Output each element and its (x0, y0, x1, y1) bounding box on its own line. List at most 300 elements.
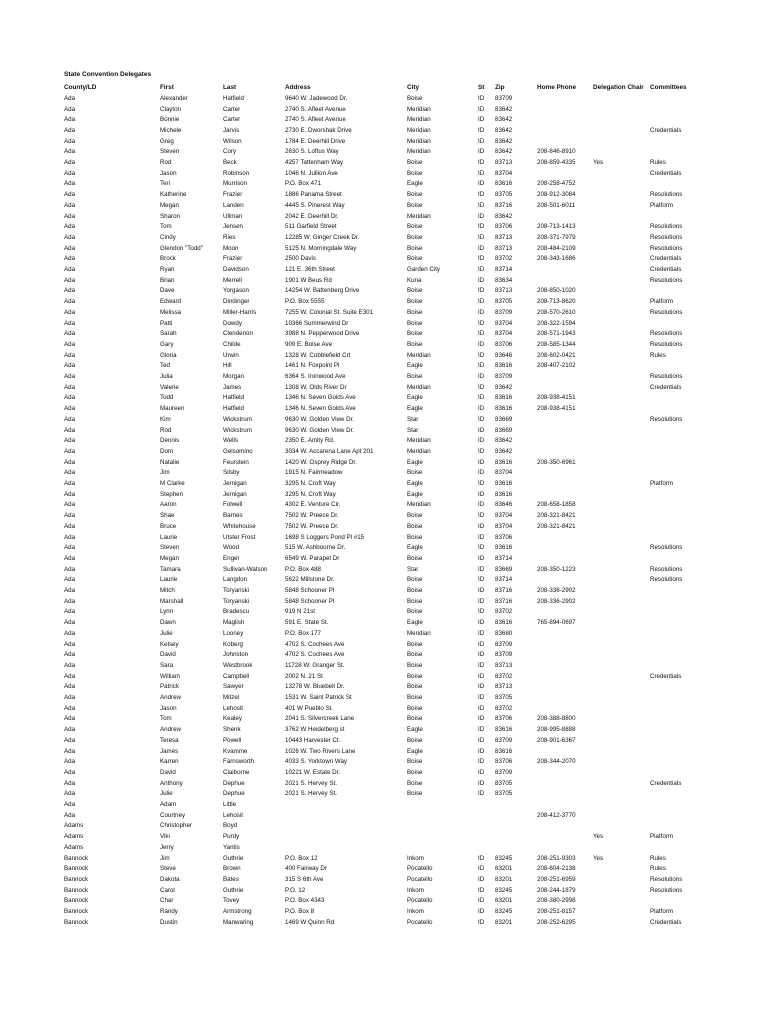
cell-last: Yantis (223, 843, 240, 851)
cell-first: Aaron (160, 501, 177, 509)
cell-state: ID (478, 565, 485, 573)
table-row (64, 831, 724, 842)
cell-zip: 83706 (495, 758, 513, 766)
cell-state: ID (478, 244, 485, 252)
cell-committees: Credentials (650, 126, 682, 134)
cell-county: Ada (64, 94, 76, 102)
cell-committees: Credentials (650, 383, 682, 391)
cell-first: Cindy (160, 233, 176, 241)
cell-zip: 83642 (495, 383, 513, 391)
cell-city: Boise (407, 340, 423, 348)
cell-state: ID (478, 415, 485, 423)
column-header-address: Address (285, 83, 311, 91)
cell-last: Robinson (223, 169, 250, 177)
cell-committees: Resolutions (650, 223, 683, 231)
cell-address: 2740 S. Afleet Avenue (285, 105, 346, 113)
cell-state: ID (478, 276, 485, 284)
table-row (64, 457, 724, 468)
cell-city: Boise (407, 255, 423, 263)
cell-last: Frazier (223, 191, 243, 199)
cell-state: ID (478, 554, 485, 562)
cell-committees: Resolutions (650, 276, 683, 284)
cell-first: James (160, 747, 179, 755)
cell-city: Kuna (407, 276, 422, 284)
cell-state: ID (478, 651, 485, 659)
cell-home-phone: 208-252-6295 (537, 918, 576, 926)
cell-address: 2021 S. Hervey St. (285, 790, 337, 798)
cell-address: 2740 S. Afleet Avenue (285, 116, 346, 124)
table-row (64, 532, 724, 543)
table-row (64, 820, 724, 831)
cell-zip: 83709 (495, 736, 513, 744)
cell-first: Brian (160, 276, 175, 284)
table-row (64, 200, 724, 211)
cell-state: ID (478, 886, 485, 894)
cell-county: Ada (64, 233, 76, 241)
table-row (64, 478, 724, 489)
cell-zip: 83642 (495, 148, 513, 156)
cell-last: Bradescu (223, 608, 250, 616)
table-row (64, 510, 724, 521)
cell-first: Carol (160, 886, 175, 894)
cell-state: ID (478, 319, 485, 327)
cell-county: Ada (64, 126, 76, 134)
cell-home-phone: 208-585-1344 (537, 340, 576, 348)
cell-home-phone: 208-570-2610 (537, 308, 576, 316)
cell-first: Sara (160, 661, 174, 669)
cell-zip: 83716 (495, 597, 513, 605)
cell-zip: 83704 (495, 330, 513, 338)
cell-first: Rod (160, 159, 172, 166)
cell-city: Star (407, 415, 419, 423)
cell-address: 1461 N. Foxpoint Pl (285, 362, 340, 370)
cell-county: Ada (64, 490, 76, 498)
cell-state: ID (478, 480, 485, 487)
cell-city: Boise (407, 576, 423, 584)
cell-city: Boise (407, 201, 423, 209)
column-header-state: St (478, 83, 485, 91)
cell-home-phone: 208-912-3084 (537, 191, 576, 199)
cell-zip: 83704 (495, 522, 513, 530)
cell-zip: 83642 (495, 447, 513, 455)
cell-city: Boise (407, 608, 423, 616)
cell-address: 4257 Tattenham Way (285, 159, 344, 166)
cell-first: Andrew (160, 694, 181, 701)
cell-address: 7255 W. Colonial St. Suite E301 (285, 308, 374, 316)
cell-state: ID (478, 597, 485, 605)
table-row (64, 318, 724, 329)
cell-last: Jensen (223, 223, 243, 231)
cell-city: Eagle (407, 619, 423, 627)
cell-committees: Credentials (650, 169, 682, 177)
cell-county: Ada (64, 116, 76, 124)
cell-address: 2730 E. Dworshak Drive (285, 126, 352, 134)
cell-address: 2042 E. Deerhill Dr. (285, 212, 339, 220)
cell-zip: 83616 (495, 394, 513, 402)
cell-first: Sharon (160, 212, 180, 220)
cell-county: Ada (64, 201, 76, 209)
cell-zip: 83706 (495, 533, 513, 541)
cell-city: Eagle (407, 747, 423, 755)
cell-city: Pocatello (407, 865, 433, 873)
cell-last: Ullman (223, 212, 243, 220)
cell-zip: 83704 (495, 169, 513, 177)
cell-address: 5848 Schooner Pl (285, 597, 335, 605)
cell-last: Brown (223, 865, 241, 873)
cell-county: Ada (64, 373, 76, 380)
cell-county: Bannock (64, 886, 89, 894)
cell-city: Boise (407, 554, 423, 562)
cell-address: 1901 W Beus Rd (285, 276, 332, 284)
cell-county: Ada (64, 148, 76, 156)
cell-last: Moon (223, 244, 239, 252)
cell-zip: 83634 (495, 276, 513, 284)
cell-home-phone: 208-602-0421 (537, 351, 576, 359)
cell-county: Ada (64, 276, 76, 284)
cell-city: Meridian (407, 383, 431, 391)
cell-committees: Resolutions (650, 415, 683, 423)
cell-address: 2630 S. Loftus Way (285, 148, 339, 156)
cell-address: 3762 W Heidelberg st (285, 726, 345, 734)
cell-city: Meridian (407, 629, 431, 637)
cell-zip: 83616 (495, 747, 513, 755)
cell-city: Eagle (407, 405, 423, 413)
cell-county: Ada (64, 608, 76, 616)
table-row (64, 671, 724, 682)
cell-zip: 83704 (495, 512, 513, 520)
cell-home-phone: 208-371-7979 (537, 233, 576, 241)
cell-address: P.O. Box 8 (285, 908, 315, 915)
cell-city: Inkom (407, 854, 424, 862)
table-row (64, 446, 724, 457)
cell-first: Dave (160, 287, 175, 295)
cell-county: Ada (64, 480, 76, 487)
cell-address: 511 Garfield Street (285, 223, 337, 231)
cell-first: Teresa (160, 736, 179, 744)
cell-first: Viki (160, 833, 170, 841)
cell-city: Boise (407, 683, 423, 691)
table-row (64, 157, 724, 168)
cell-city: Boise (407, 330, 423, 338)
cell-first: Anthony (160, 779, 183, 787)
table-row (64, 703, 724, 714)
cell-city: Boise (407, 694, 423, 701)
column-header-first: First (160, 83, 174, 91)
cell-city: Eagle (407, 362, 423, 370)
cell-state: ID (478, 351, 485, 359)
cell-committees: Credentials (650, 779, 682, 787)
cell-home-phone: 208-501-6011 (537, 201, 576, 209)
cell-zip: 83669 (495, 426, 513, 434)
cell-county: Ada (64, 683, 76, 691)
cell-first: Brock (160, 255, 176, 263)
table-row (64, 564, 724, 575)
cell-first: Julia (160, 373, 173, 380)
cell-zip: 83713 (495, 661, 513, 669)
cell-county: Ada (64, 512, 76, 520)
cell-home-phone: 208-850-1020 (537, 287, 576, 295)
table-row (64, 104, 724, 115)
cell-last: Hatfield (223, 394, 244, 402)
cell-zip: 83201 (495, 918, 513, 926)
cell-first: Jim (160, 854, 170, 862)
cell-county: Ada (64, 576, 76, 584)
cell-committees: Credentials (650, 918, 682, 926)
cell-first: Randy (160, 908, 178, 915)
cell-city: Eagle (407, 480, 423, 487)
cell-zip: 83201 (495, 897, 513, 905)
cell-state: ID (478, 768, 485, 776)
cell-address: 1046 N. Jullion Ave (285, 169, 338, 177)
cell-last: Beck (223, 159, 237, 166)
table-row (64, 253, 724, 264)
cell-city: Boise (407, 319, 423, 327)
cell-address: P.O. Box 471 (285, 180, 322, 188)
cell-last: Clendenon (223, 330, 253, 338)
cell-state: ID (478, 865, 485, 873)
cell-first: Ted (160, 362, 170, 370)
cell-first: Adam (160, 801, 177, 808)
cell-address: 4445 S. Pinerest Way (285, 201, 345, 209)
cell-home-phone: 208-258-4752 (537, 180, 576, 188)
cell-last: Hatfield (223, 405, 244, 413)
cell-county: Ada (64, 587, 76, 594)
cell-county: Ada (64, 501, 76, 509)
table-row (64, 885, 724, 896)
table-row (64, 189, 724, 200)
cell-address: 1531 W. Saint Patrick St (285, 694, 352, 701)
cell-address: 5125 N. Morningdale Way (285, 244, 357, 252)
cell-address: 14254 W. Battenberg Drive (285, 287, 360, 295)
cell-city: Meridian (407, 148, 431, 156)
table-row (64, 360, 724, 371)
cell-state: ID (478, 308, 485, 316)
cell-address: 11728 W. Granger St. (285, 661, 345, 669)
cell-county: Ada (64, 266, 76, 273)
cell-zip: 83713 (495, 683, 513, 691)
cell-city: Meridian (407, 447, 431, 455)
cell-zip: 83245 (495, 886, 513, 894)
cell-first: Stephen (160, 490, 184, 498)
cell-address: 1784 E. Deerhill Drive (285, 137, 346, 145)
cell-address: 4702 S. Cochees Ave (285, 651, 345, 659)
cell-address: 4033 S. Yorktown Way (285, 758, 348, 766)
cell-committees: Resolutions (650, 576, 683, 584)
cell-address: 9630 W. Golden View Dr. (285, 426, 355, 434)
cell-first: Laurie (160, 576, 178, 584)
cell-state: ID (478, 875, 485, 883)
cell-committees: Rules (650, 865, 666, 873)
cell-county: Adams (64, 833, 84, 841)
cell-zip: 83245 (495, 854, 513, 862)
cell-city: Garden City (407, 266, 441, 273)
cell-zip: 83709 (495, 373, 513, 380)
cell-city: Star (407, 426, 419, 434)
cell-county: Ada (64, 715, 76, 723)
cell-zip: 83706 (495, 223, 513, 231)
cell-address: P.O. Box 4343 (285, 897, 325, 905)
cell-city: Boise (407, 169, 423, 177)
cell-first: Bonnie (160, 116, 180, 124)
cell-first: Greg (160, 137, 174, 145)
cell-zip: 83714 (495, 554, 513, 562)
cell-city: Boise (407, 640, 423, 648)
cell-committees: Resolutions (650, 373, 683, 380)
cell-home-phone: 208-321-8421 (537, 522, 576, 530)
cell-last: Guthrie (223, 854, 244, 862)
table-row (64, 221, 724, 232)
cell-last: Westbrook (223, 661, 253, 669)
cell-last: Dindinger (223, 298, 250, 306)
cell-zip: 83616 (495, 544, 513, 552)
cell-state: ID (478, 94, 485, 102)
cell-delegation-chair: Yes (593, 159, 604, 166)
cell-last: Frazier (223, 255, 243, 263)
cell-state: ID (478, 233, 485, 241)
cell-first: Todd (160, 394, 174, 402)
cell-last: Lehosit (223, 704, 243, 712)
cell-county: Ada (64, 319, 76, 327)
table-row (64, 756, 724, 767)
table-row (64, 136, 724, 147)
cell-first: Char (160, 897, 174, 905)
cell-last: Toryanski (223, 597, 250, 605)
cell-address: 5622 Millstone Dr. (285, 576, 335, 584)
cell-home-phone: 208-388-8800 (537, 715, 576, 723)
cell-address: 4302 E. Venture Cir. (285, 501, 341, 509)
cell-state: ID (478, 330, 485, 338)
cell-address: 1698 S Loggers Pond Pl #15 (285, 533, 365, 541)
cell-first: Karren (160, 758, 179, 766)
cell-home-phone: 208-343-1686 (537, 255, 576, 263)
cell-last: Farnsworth (223, 758, 254, 766)
cell-zip: 83245 (495, 908, 513, 915)
cell-address: 909 E. Boise Ave (285, 340, 333, 348)
cell-address: 1346 N. Seven Golds Ave (285, 394, 356, 402)
cell-last: Dephue (223, 779, 245, 787)
cell-state: ID (478, 180, 485, 188)
cell-state: ID (478, 629, 485, 637)
cell-last: Toryanski (223, 587, 250, 594)
cell-committees: Resolutions (650, 340, 683, 348)
cell-city: Meridian (407, 116, 431, 124)
cell-address: 1420 W. Osprey Ridge Dr. (285, 458, 357, 466)
cell-city: Boise (407, 533, 423, 541)
cell-first: Jason (160, 169, 177, 177)
cell-last: Landen (223, 201, 244, 209)
table-row (64, 724, 724, 735)
cell-county: Ada (64, 554, 76, 562)
table-row (64, 606, 724, 617)
cell-address: 3034 W. Accarena Lane Apt 201 (285, 447, 374, 455)
cell-county: Ada (64, 768, 76, 776)
cell-home-phone: 208-321-8421 (537, 512, 576, 520)
cell-last: Folwell (223, 501, 243, 509)
cell-zip: 83713 (495, 159, 513, 166)
cell-zip: 83702 (495, 608, 513, 616)
cell-committees: Credentials (650, 672, 682, 680)
cell-zip: 83705 (495, 779, 513, 787)
table-row (64, 232, 724, 243)
cell-first: Kelsey (160, 640, 179, 648)
cell-home-phone: 208-322-1594 (537, 319, 576, 327)
cell-address: 1886 Panama Street (285, 191, 342, 199)
cell-first: Teri (160, 180, 170, 188)
cell-zip: 83709 (495, 768, 513, 776)
table-row (64, 339, 724, 350)
cell-last: Jernigan (223, 490, 247, 498)
cell-home-phone: 208-407-2102 (537, 362, 576, 370)
cell-city: Eagle (407, 458, 423, 466)
cell-address: 7502 W. Preece Dr. (285, 512, 339, 520)
cell-zip: 83704 (495, 469, 513, 477)
cell-state: ID (478, 683, 485, 691)
cell-state: ID (478, 212, 485, 220)
cell-county: Ada (64, 694, 76, 701)
cell-first: Tamara (160, 565, 181, 573)
cell-city: Pocatello (407, 918, 433, 926)
cell-first: Gary (160, 340, 174, 348)
cell-committees: Resolutions (650, 191, 683, 199)
cell-first: Sarah (160, 330, 177, 338)
cell-city: Boise (407, 672, 423, 680)
table-row (64, 895, 724, 906)
cell-county: Ada (64, 169, 76, 177)
cell-zip: 83669 (495, 565, 513, 573)
cell-county: Ada (64, 458, 76, 466)
cell-committees: Platform (650, 298, 674, 306)
cell-zip: 83616 (495, 405, 513, 413)
cell-first: Alexander (160, 94, 188, 102)
cell-home-phone: 208-336-2902 (537, 587, 576, 594)
cell-last: Armstrong (223, 908, 252, 915)
cell-address: 10443 Harvester Ct. (285, 736, 341, 744)
table-row (64, 211, 724, 222)
cell-first: Lynn (160, 608, 174, 616)
cell-city: Boise (407, 651, 423, 659)
table-row (64, 842, 724, 853)
column-header-home-phone: Home Phone (537, 83, 577, 91)
cell-city: Boise (407, 94, 423, 102)
cell-city: Eagle (407, 726, 423, 734)
cell-zip: 83702 (495, 704, 513, 712)
cell-state: ID (478, 908, 485, 915)
cell-committees: Resolutions (650, 565, 683, 573)
cell-city: Boise (407, 758, 423, 766)
cell-state: ID (478, 437, 485, 445)
cell-city: Boise (407, 469, 423, 477)
cell-address: P.O. Box 12 (285, 854, 318, 862)
cell-address: 1915 N. Fairmeadow (285, 469, 343, 477)
cell-zip: 83616 (495, 480, 513, 487)
cell-state: ID (478, 736, 485, 744)
cell-address: 1026 W. Two Rivers Lane (285, 747, 356, 755)
cell-home-phone: 208-938-4151 (537, 394, 576, 402)
cell-first: Tom (160, 223, 172, 231)
cell-zip: 83702 (495, 672, 513, 680)
cell-state: ID (478, 266, 485, 273)
cell-state: ID (478, 918, 485, 926)
cell-address: 1346 N. Seven Golds Ave (285, 405, 356, 413)
cell-first: Rod (160, 426, 172, 434)
cell-county: Ada (64, 447, 76, 455)
cell-zip: 83709 (495, 640, 513, 648)
cell-home-phone: 208-846-8910 (537, 148, 576, 156)
cell-state: ID (478, 373, 485, 380)
cell-committees: Rules (650, 854, 666, 862)
cell-county: Ada (64, 522, 76, 530)
cell-city: Meridian (407, 351, 431, 359)
